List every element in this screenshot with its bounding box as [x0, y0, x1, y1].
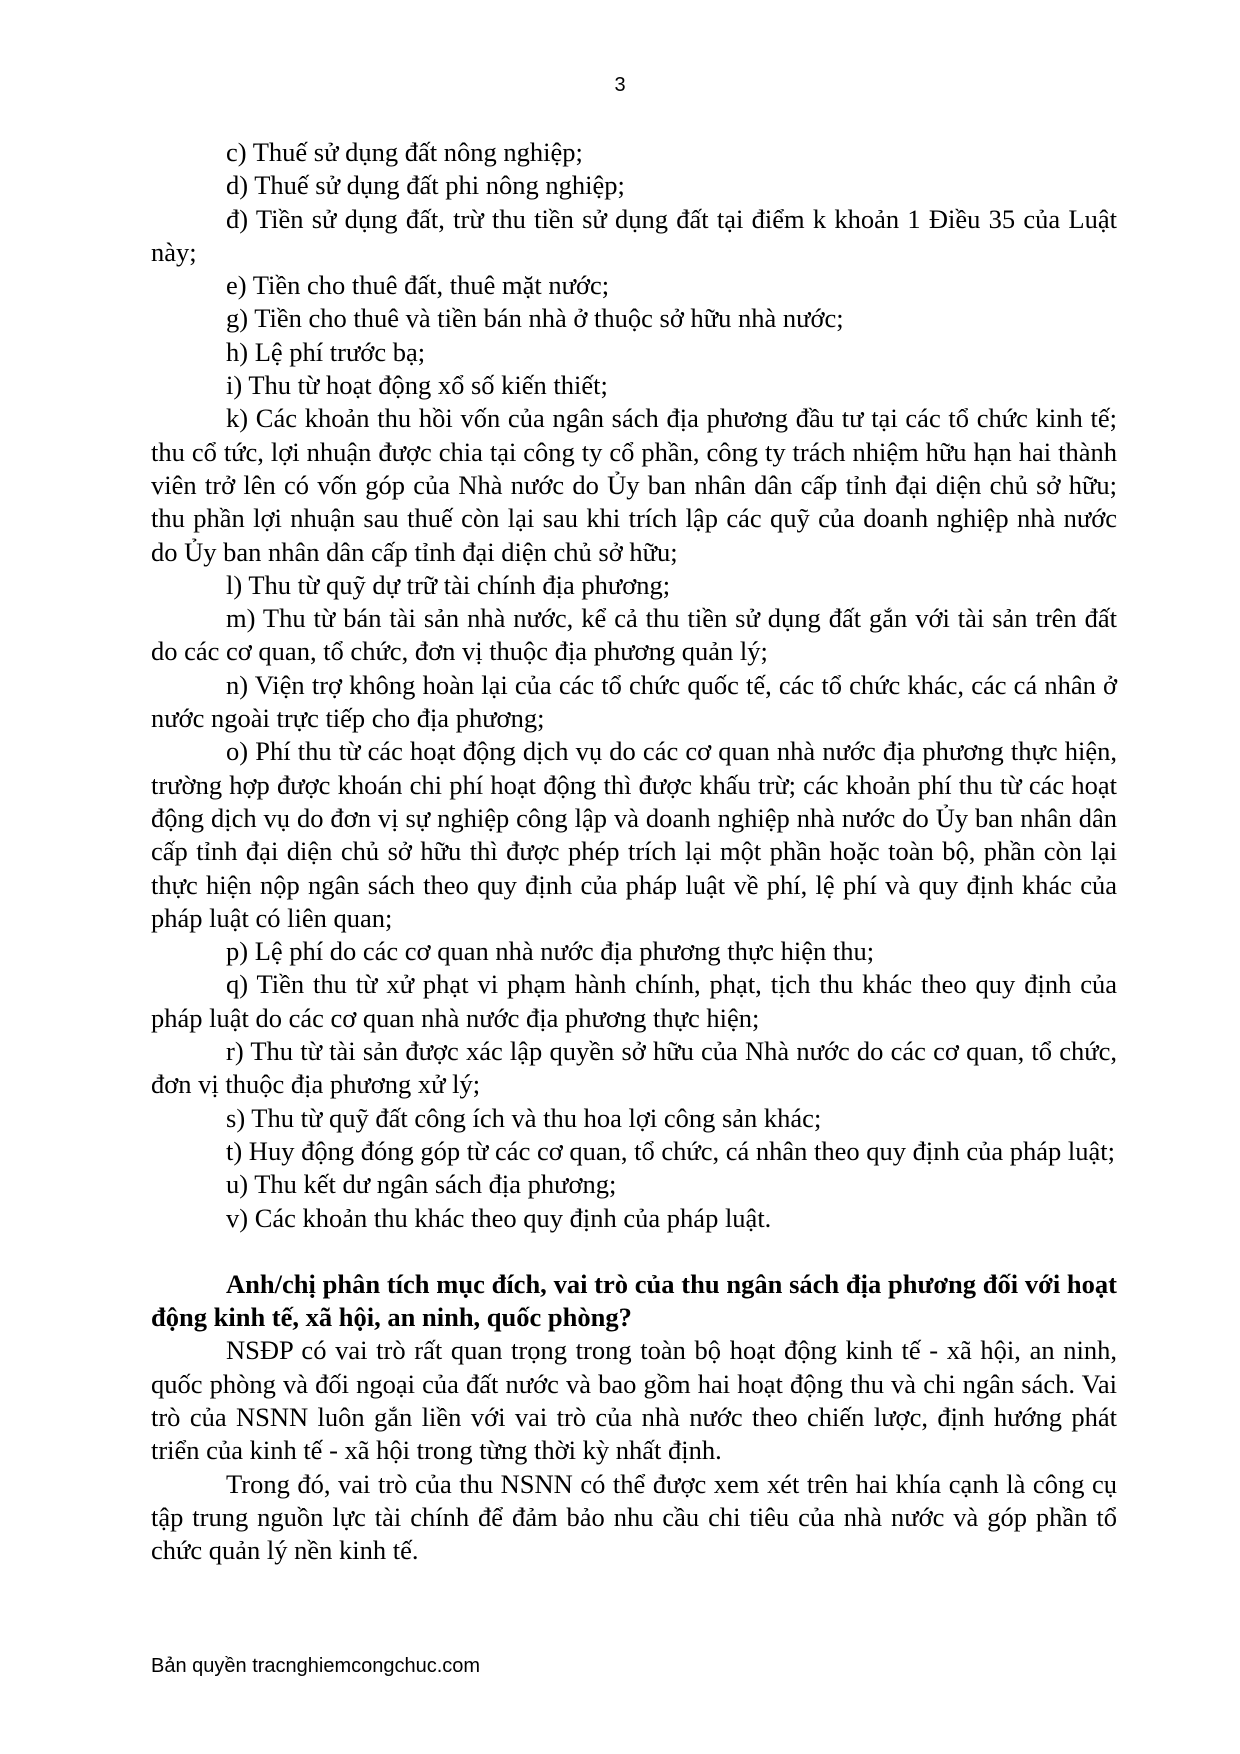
list-item-k: k) Các khoản thu hồi vốn của ngân sách địa phương đầu tư tại các tổ chức kinh tế; thu cổ tức, lợi nhuận được chia tại công ty cổ phần, công ty trách nhiệm hữu hạn hai thành viên trở lên có vốn góp của Nhà nước do Ủy ban nhân dân cấp tỉnh đại diện chủ sở hữu; thu phần lợi nhuận sau thuế còn lại sau khi trích lập các quỹ của doanh nghiệp nhà nước do Ủy ban nhân dân cấp tỉnh đại diện chủ sở hữu;: [151, 403, 1117, 567]
document-body: [151, 136, 1117, 1567]
list-item-q: q) Tiền thu từ xử phạt vi phạm hành chính, phạt, tịch thu khác theo quy định của pháp luật do các cơ quan nhà nước địa phương thực hiện;: [151, 969, 1117, 1033]
list-item-c: c) Thuế sử dụng đất nông nghiệp;: [226, 137, 583, 167]
list-item-h: h) Lệ phí trước bạ;: [226, 336, 426, 367]
list-item-dd: đ) Tiền sử dụng đất, trừ thu tiền sử dụng đất tại điểm k khoản 1 Điều 35 của Luật này;: [151, 203, 1117, 267]
list-item-l: l) Thu từ quỹ dự trữ tài chính địa phương;: [226, 569, 671, 600]
list-item-e: e) Tiền cho thuê đất, thuê mặt nước;: [226, 270, 610, 301]
list-item-t: t) Huy động đóng góp từ các cơ quan, tổ chức, cá nhân theo quy định của pháp luật;: [226, 1135, 1116, 1166]
list-item-u: u) Thu kết dư ngân sách địa phương;: [226, 1169, 617, 1200]
list-item-d: d) Thuế sử dụng đất phi nông nghiệp;: [226, 170, 625, 201]
page-number: 3: [614, 74, 626, 96]
list-item-n: n) Viện trợ không hoàn lại của các tổ chức quốc tế, các tổ chức khác, các cá nhân ở nước ngoài trực tiếp cho địa phương;: [151, 669, 1117, 734]
answer-paragraph: Trong đó, vai trò của thu NSNN có thể được xem xét trên hai khía cạnh là công cụ tập trung nguồn lực tài chính để đảm bảo nhu cầu chi tiêu của nhà nước và góp phần tổ chức quản lý nền kinh tế.: [151, 1468, 1117, 1566]
list-item-r: r) Thu từ tài sản được xác lập quyền sở hữu của Nhà nước do các cơ quan, tổ chức, đơn vị thuộc địa phương xử lý;: [151, 1036, 1117, 1100]
list-item-g: g) Tiền cho thuê và tiền bán nhà ở thuộc sở hữu nhà nước;: [226, 303, 844, 334]
list-item-i: i) Thu từ hoạt động xổ số kiến thiết;: [226, 370, 608, 401]
copyright-footer: Bản quyền tracnghiemcongchuc.com: [151, 1655, 481, 1677]
list-item-v: v) Các khoản thu khác theo quy định của pháp luật.: [226, 1202, 772, 1233]
answer-paragraph: NSĐP có vai trò rất quan trọng trong toàn bộ hoạt động kinh tế - xã hội, an ninh, quốc phòng và đối ngoại của đất nước và bao gồm hai hoạt động thu và chi ngân sách. Vai trò của NSNN luôn gắn liền với vai trò của nhà nước theo chiến lược, định hướng phát triển của kinh tế - xã hội trong từng thời kỳ nhất định.: [151, 1335, 1117, 1466]
list-item-o: o) Phí thu từ các hoạt động dịch vụ do các cơ quan nhà nước địa phương thực hiện, trường hợp được khoán chi phí hoạt động thì được khấu trừ; các khoản phí thu từ các hoạt động dịch vụ do đơn vị sự nghiệp công lập và doanh nghiệp nhà nước do Ủy ban nhân dân cấp tỉnh đại diện chủ sở hữu thì được phép trích lại một phần hoặc toàn bộ, phần còn lại thực hiện nộp ngân sách theo quy định của pháp luật về phí, lệ phí và quy định khác của pháp luật có liên quan;: [151, 736, 1117, 933]
list-item-m: m) Thu từ bán tài sản nhà nước, kể cả thu tiền sử dụng đất gắn với tài sản trên đất do các cơ quan, tổ chức, đơn vị thuộc địa phương quản lý;: [151, 603, 1117, 667]
list-item-s: s) Thu từ quỹ đất công ích và thu hoa lợi công sản khác;: [226, 1102, 822, 1133]
list-item-p: p) Lệ phí do các cơ quan nhà nước địa phương thực hiện thu;: [226, 936, 875, 967]
question-heading: Anh/chị phân tích mục đích, vai trò của thu ngân sách địa phương đối với hoạt động kinh tế, xã hội, an ninh, quốc phòng?: [151, 1268, 1117, 1333]
